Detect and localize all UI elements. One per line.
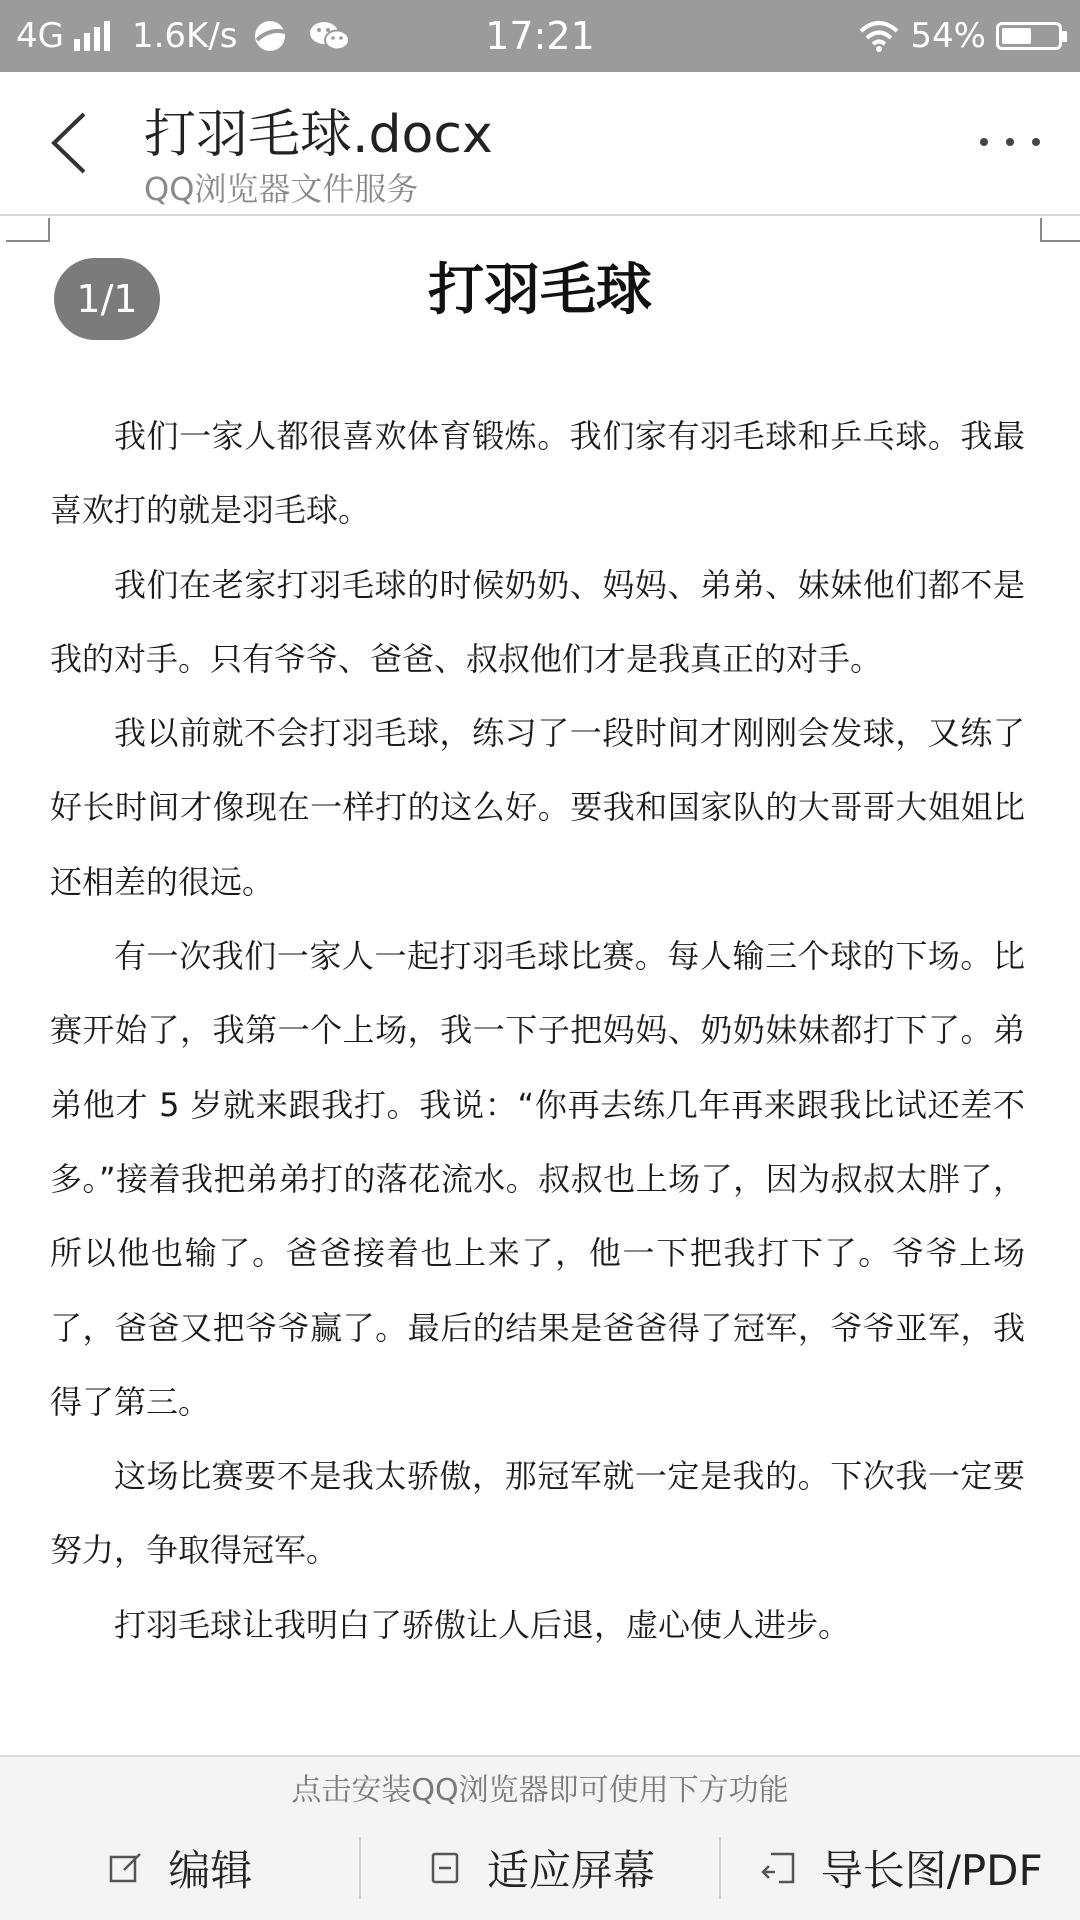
fit-screen-icon	[425, 1848, 465, 1888]
status-right	[858, 0, 1062, 72]
page-indicator: 1/1	[54, 258, 160, 340]
paragraph: 打羽毛球让我明白了骄傲让人后退，虚心使人进步。	[114, 1605, 851, 1644]
status-time: 17:21	[485, 14, 595, 58]
export-long-image-button[interactable]	[721, 1815, 1080, 1920]
network-speed: 1.6K/s	[131, 16, 238, 56]
file-name: 打羽毛球.docx	[144, 105, 493, 165]
file-service-label: QQ浏览器文件服务	[144, 170, 419, 208]
network-type: 4G	[16, 16, 64, 56]
status-bar	[0, 0, 1080, 72]
export-label: 导长图/PDF	[820, 1845, 1043, 1895]
crop-mark-left	[6, 218, 50, 242]
edit-label: 编辑	[168, 1845, 253, 1895]
wechat-icon	[308, 18, 352, 54]
paragraph: 我以前就不会打羽毛球，练习了一段时间才刚刚会发球，又练了好长时间才像现在一样打的这么好。要我和国家队的大哥哥大姐姐比还相差的很远。	[50, 714, 1025, 901]
paragraph: 这场比赛要不是我太骄傲，那冠军就一定是我的。下次我一定要努力，争取得冠军。	[50, 1457, 1025, 1570]
install-hint-bar[interactable]	[0, 1755, 1080, 1817]
document-title: 打羽毛球	[428, 258, 652, 323]
document-header	[0, 72, 1080, 216]
bottom-toolbar	[0, 1815, 1080, 1920]
paragraph: 我们在老家打羽毛球的时候奶奶、妈妈、弟弟、妹妹他们都不是我的对手。只有爷爷、爸爸、叔叔他们才是我真正的对手。	[50, 565, 1025, 678]
battery-percent: 54%	[910, 16, 986, 56]
document-body	[50, 399, 1025, 1662]
crop-mark-right	[1040, 218, 1080, 242]
edit-icon	[106, 1848, 146, 1888]
wifi-icon	[858, 19, 900, 53]
fit-screen-label: 适应屏幕	[487, 1845, 656, 1895]
browser-app-icon	[252, 18, 288, 54]
paragraph: 我们一家人都很喜欢体育锻炼。我们家有羽毛球和乒乓球。我最喜欢打的就是羽毛球。	[50, 417, 1025, 530]
back-arrow-icon[interactable]	[40, 108, 100, 178]
export-image-icon	[759, 1848, 799, 1888]
signal-icon	[74, 21, 110, 51]
fit-screen-button[interactable]	[361, 1815, 720, 1920]
more-options-icon[interactable]	[980, 130, 1040, 154]
edit-button[interactable]	[0, 1815, 359, 1920]
battery-icon	[996, 22, 1062, 50]
paragraph: 有一次我们一家人一起打羽毛球比赛。每人输三个球的下场。比赛开始了，我第一个上场，我一下子把妈妈、奶奶妹妹都打下了。弟弟他才 5 岁就来跟我打。我说：“你再去练几年再来跟我比试还差不多。”接着我把弟弟打的落花流水。叔叔也上场了，因为叔叔太胖了，所以他也输了。爸爸接着也上来了，他一下把我打下了。爷爷上场了，爸爸又把爷爷赢了。最后的结果是爸爸得了冠军，爷爷亚军，我得了第三。	[50, 937, 1025, 1421]
status-left	[16, 0, 352, 72]
install-hint-text: 点击安装QQ浏览器即可使用下方功能	[291, 1773, 789, 1808]
